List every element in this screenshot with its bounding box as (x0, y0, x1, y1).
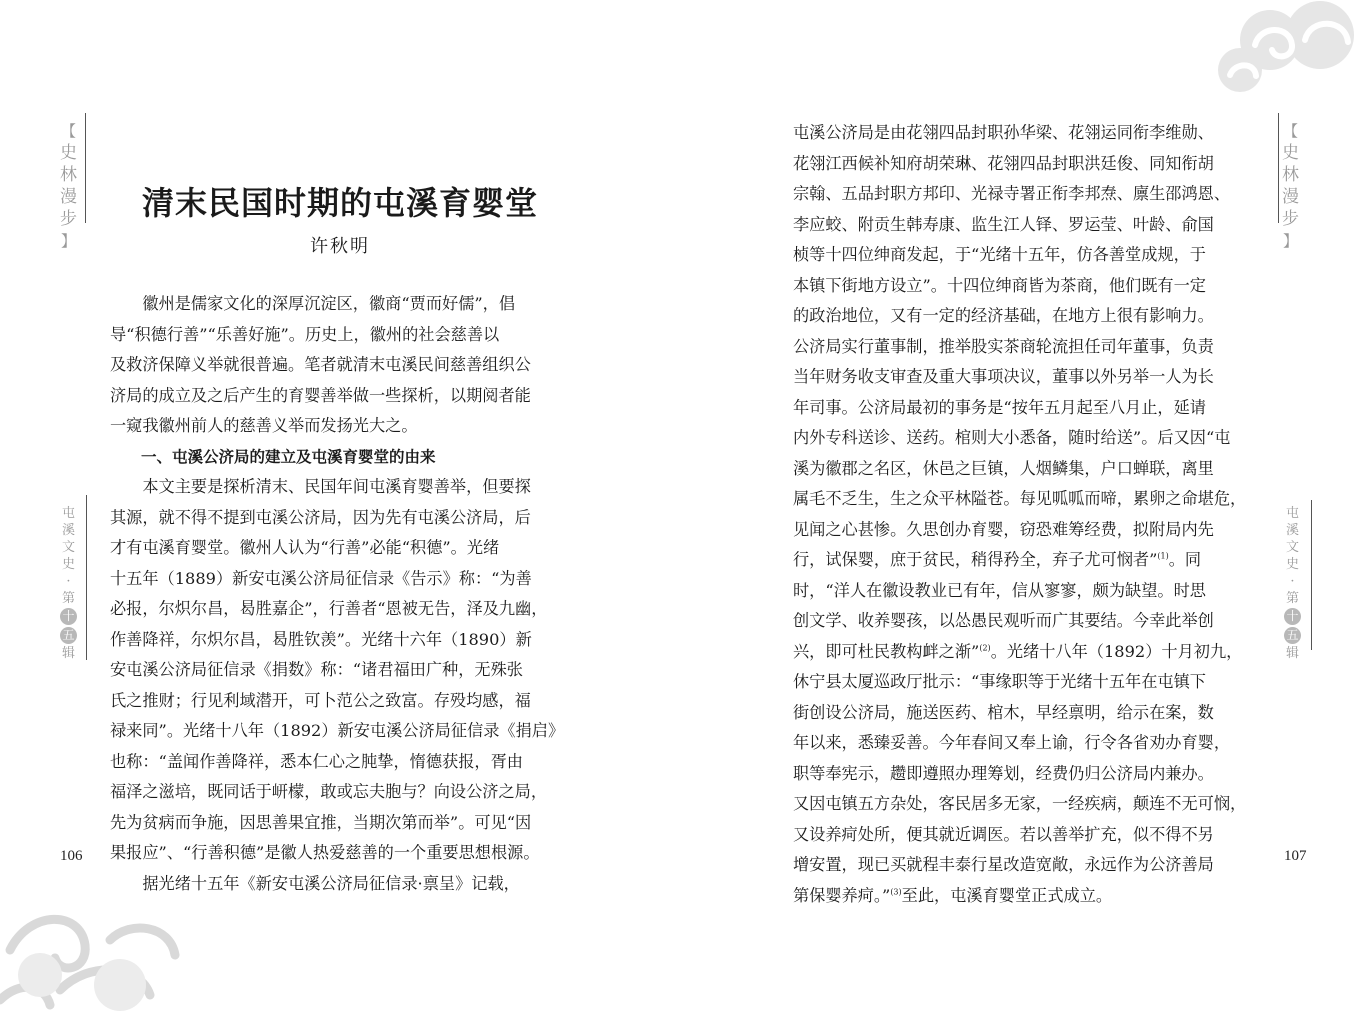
text-line: 其源，就不得不提到屯溪公济局，因为先有屯溪公济局，后 (110, 507, 531, 527)
journal-char: 屯 (1285, 506, 1299, 521)
text-line: 溪为徽郡之名区，休邑之巨镇，人烟鳞集，户口蝉联，离里 (793, 458, 1214, 478)
text-line: 职等奉宪示，趱即遵照办理筹划，经费仍归公济局内兼办。 (793, 763, 1214, 783)
section-char: 林 (60, 165, 77, 185)
text-line: 十五年（1889）新安屯溪公济局征信录《告示》称：“为善 (110, 568, 532, 588)
section-char: 步 (1282, 209, 1299, 229)
article-title: 清末民国时期的屯溪育婴堂 (141, 184, 538, 222)
bracket-close: 】 (1282, 232, 1298, 250)
text-line: 增安置，现已买就程丰泰行星改造宽敞，永远作为公济善局 (793, 855, 1214, 874)
page-number: 107 (1284, 848, 1307, 864)
text-line: 时，“洋人在徽设教业已有年，信从寥寥，颇为缺望。时思 (793, 580, 1206, 600)
journal-char: 第 (61, 591, 75, 606)
journal-char: 溪 (61, 523, 75, 538)
journal-char: 辑 (61, 646, 75, 661)
text-segment: 至此，屯溪育婴堂正式成立。 (901, 885, 1113, 905)
text-line: 李应蛟、附贡生韩寿康、监生江人铎、罗运莹、叶龄、俞国 (793, 214, 1214, 234)
text-line: 的政治地位，又有一定的经济基础，在地方上很有影响力。 (793, 306, 1214, 325)
text-line: 才有屯溪育婴堂。徽州人认为“行善”必能“积德”。光绪 (110, 538, 500, 557)
text-line: 一窥我徽州前人的慈善义举而发扬光大之。 (110, 416, 418, 435)
section-char: 漫 (60, 187, 77, 207)
text-line: 本镇下街地方设立”。十四位绅商皆为茶商，他们既有一定 (793, 275, 1206, 295)
text-line: 又设养疴处所，便其就近调医。若以善举扩充，似不得不另 (793, 824, 1214, 844)
margin-rule (85, 113, 86, 223)
text-line: 属毛不乏生，生之众平林隘苍。每见呱呱而啼，累卵之命堪危， (793, 489, 1247, 508)
text-segment: 。同 (1168, 550, 1202, 569)
text-segment: 行，试保婴，庶于贫民，稍得矜全，弃子尤可悯者” (793, 550, 1158, 569)
text-line: 及救济保障义举就很普遍。笔者就清末屯溪民间慈善组织公 (110, 355, 531, 374)
text-line: 花翎江西候补知府胡荣琳、花翎四品封职洪廷俊、同知衔胡 (793, 153, 1214, 173)
journal-char: 屯 (61, 506, 75, 521)
text-line (793, 881, 1251, 912)
issue-number-badge: 十 (1284, 608, 1301, 625)
text-line: 安屯溪公济局征信录《捐数》称：“诸君福田广种，无殊张 (110, 660, 523, 679)
footnote-mark: (3) (890, 887, 902, 897)
journal-name-vertical (1284, 505, 1301, 662)
journal-char: · (1290, 574, 1295, 589)
margin-rule (1311, 500, 1312, 650)
journal-char: 史 (61, 557, 75, 572)
text-line: 宗翰、五品封职方邦印、光禄寺署正衔李邦焘、廪生邵鸿恩、 (793, 184, 1231, 203)
text-line: 氏之推财；行见利域潜开，可卜范公之致富。存殁均感，福 (110, 690, 531, 710)
text-line: 必报，尔炽尔昌，曷胜嘉企”，行善者“恩被无告，泽及九幽， (110, 599, 548, 618)
section-char: 步 (60, 209, 77, 229)
cloud-ornament-icon (0, 880, 190, 1016)
body-text-right (793, 118, 1251, 911)
journal-char: 文 (1285, 540, 1299, 555)
journal-char: 史 (1285, 557, 1299, 572)
cloud-ornament-icon (1200, 0, 1361, 110)
section-char: 史 (60, 143, 77, 163)
text-line (793, 545, 1251, 576)
journal-char: · (66, 574, 71, 589)
text-line: 见闻之心甚惨。久思创办育婴，窃恐难筹经费，拟附局内先 (793, 519, 1214, 539)
journal-name-vertical (60, 505, 77, 662)
bracket-open: 【 (1282, 122, 1298, 140)
issue-number-badge: 五 (1284, 627, 1301, 644)
text-line: 果报应”、“行善积德”是徽人热爱慈善的一个重要思想根源。 (110, 843, 540, 862)
bracket-open: 【 (60, 122, 76, 140)
text-segment: 第保婴养疴。” (793, 885, 891, 905)
text-segment: 。光绪十八年（1892）十月初九， (990, 641, 1243, 661)
text-line: 公济局实行董事制，推举股实茶商轮流担任司年董事，负责 (793, 336, 1214, 356)
text-line: 内外专科送诊、送药。棺则大小悉备，随时给送”。后又因“屯 (793, 428, 1231, 447)
section-char: 漫 (1282, 187, 1299, 207)
body-text-left (110, 289, 568, 899)
text-line: 福泽之滋培，既同话于岍檬，敢或忘夫胞与？向设公济之局， (110, 782, 548, 801)
footnote-mark: (1) (1157, 551, 1169, 561)
page-number: 106 (60, 848, 83, 864)
margin-rule (86, 495, 87, 660)
text-line: 作善降祥，尔炽尔昌，曷胜钦羡”。光绪十六年（1890）新 (110, 629, 532, 649)
left-page (0, 0, 680, 1016)
text-line: 当年财务收支审查及重大事项决议，董事以外另举一人为长 (793, 367, 1214, 386)
section-char: 史 (1282, 143, 1299, 163)
text-segment: 兴，即可杜民教构衅之渐” (793, 641, 980, 661)
text-line: 休宁县太厦巡政厅批示：“事缘职等于光绪十五年在屯镇下 (793, 672, 1206, 691)
bracket-close: 】 (60, 232, 76, 250)
section-char: 林 (1282, 165, 1299, 185)
text-line: 也称：“盖闻作善降祥，悉本仁心之肫挚，惰德获报，胥由 (110, 751, 523, 771)
text-line: 创文学、收养婴孩，以怂愚民观听而广其要结。今幸此举创 (793, 611, 1214, 630)
issue-number-badge: 五 (60, 627, 77, 644)
text-line: 禄来同”。光绪十八年（1892）新安屯溪公济局征信录《捐启》 (110, 721, 565, 740)
text-line: 年司事。公济局最初的事务是“按年五月起至八月止，延请 (793, 397, 1206, 417)
journal-char: 文 (61, 540, 75, 555)
text-line: 街创设公济局，施送医药、棺木，早经禀明，给示在案，数 (793, 702, 1214, 722)
text-line: 先为贫病而争施，因思善果宜推，当期次第而举”。可见“因 (110, 812, 532, 832)
journal-char: 辑 (1285, 646, 1299, 661)
text-line: 桢等十四位绅商发起，于“光绪十五年，仿各善堂成规，于 (793, 245, 1206, 264)
section-title-vertical (1282, 120, 1299, 252)
article-author: 许秋明 (310, 236, 370, 257)
footnote-mark: (2) (979, 643, 991, 653)
text-line: 又因屯镇五方杂处，客民居多无家，一经疾病，颠连不无可悯， (793, 794, 1247, 813)
text-line: 济局的成立及之后产生的育婴善举做一些探析，以期阅者能 (110, 385, 531, 405)
text-line: 屯溪公济局是由花翎四品封职孙华梁、花翎运同衔李维勋、 (793, 123, 1214, 142)
section-title-vertical (60, 120, 77, 252)
journal-char: 溪 (1285, 523, 1299, 538)
text-line: 徽州是儒家文化的深厚沉淀区，徽商“贾而好儒”，倡 (110, 294, 516, 313)
text-line: 年以来，悉臻妥善。今年春间又奉上谕，行令各省劝办育婴， (793, 733, 1231, 752)
margin-rule (1278, 113, 1279, 223)
right-page (680, 0, 1361, 1016)
section-heading: 一、屯溪公济局的建立及屯溪育婴堂的由来 (110, 447, 436, 466)
issue-number-badge: 十 (60, 608, 77, 625)
text-line: 导“积德行善”“乐善好施”。历史上，徽州的社会慈善以 (110, 324, 500, 344)
text-line: 本文主要是探析清末、民国年间屯溪育婴善举，但要探 (110, 477, 531, 496)
journal-char: 第 (1285, 591, 1299, 606)
text-line: 据光绪十五年《新安屯溪公济局征信录·禀呈》记载， (110, 873, 520, 893)
text-line (793, 637, 1251, 668)
